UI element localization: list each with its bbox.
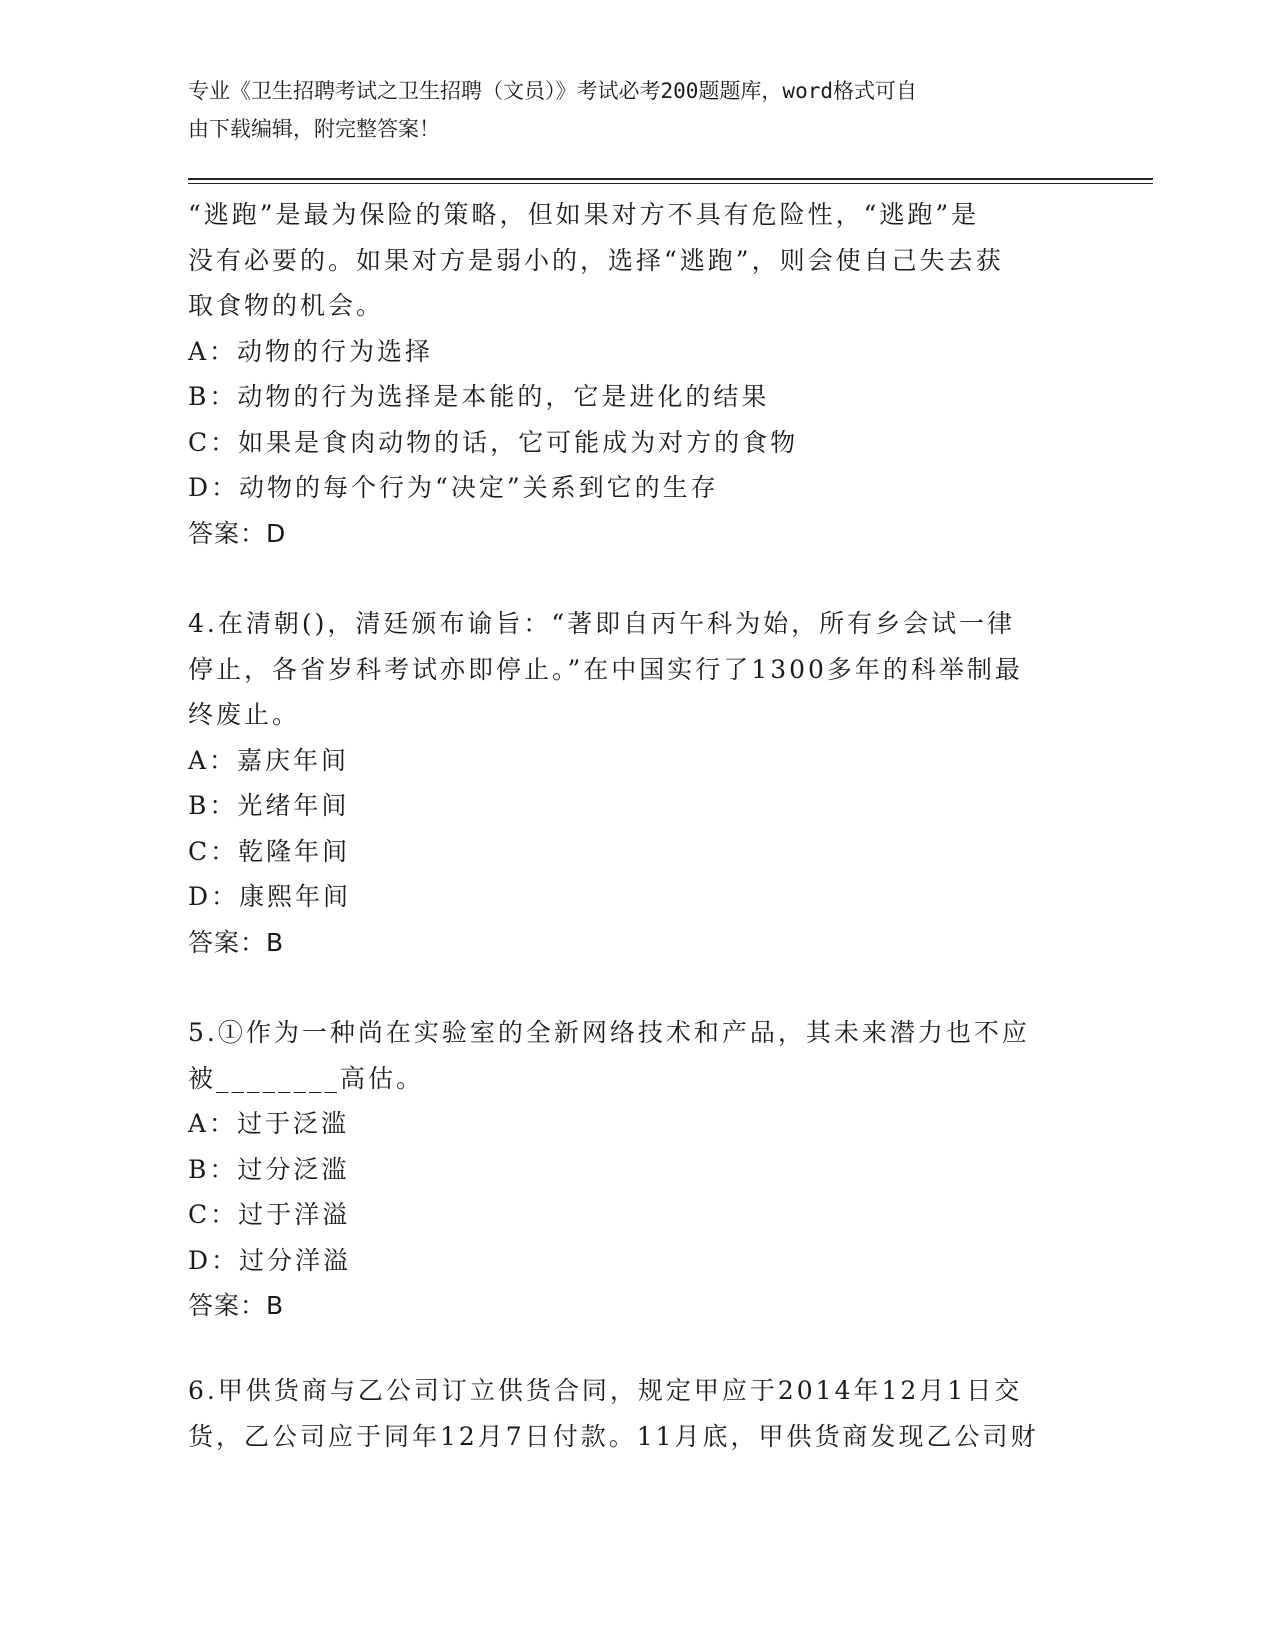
- question-6: [188, 1368, 1088, 1459]
- question-text-line: 终废止。: [188, 700, 301, 729]
- question-text-line: “逃跑”是最为保险的策略，但如果对方不具有危险性，“逃跑”是: [188, 200, 980, 229]
- question-text-line: 取食物的机会。: [188, 291, 385, 320]
- question-text-line: 停止，各省岁科考试亦即停止。”在中国实行了1300多年的科举制最: [188, 654, 1023, 684]
- question-5: [188, 1010, 1088, 1329]
- question-text-line: 没有必要的。如果对方是弱小的，选择“逃跑”，则会使自己失去获: [188, 245, 1004, 275]
- question-spacer: [188, 556, 1088, 601]
- option-c: C：乾隆年间: [188, 836, 351, 866]
- question-list: [188, 192, 1088, 1329]
- header-line-2: 由下载编辑，附完整答案！: [188, 117, 440, 141]
- option-a: A：嘉庆年间: [188, 745, 350, 775]
- question-4: [188, 601, 1088, 965]
- header-divider-thick: [188, 178, 1153, 180]
- option-b: B：动物的行为选择是本能的，它是进化的结果: [188, 382, 770, 411]
- document-header: [188, 72, 1088, 148]
- question-3: [188, 192, 1088, 556]
- question-text-line: 货，乙公司应于同年12月7日付款。11月底，甲供货商发现乙公司财: [188, 1421, 1039, 1451]
- answer-label: 答案：B: [188, 927, 285, 957]
- header-line-1: 专业《卫生招聘考试之卫生招聘（文员）》考试必考200题题库，word格式可自: [188, 79, 917, 103]
- option-a: A：动物的行为选择: [188, 336, 434, 366]
- option-d: D：康熙年间: [188, 882, 352, 911]
- option-b: B：过分泛滥: [188, 1154, 350, 1184]
- option-c: C：过于洋溢: [188, 1200, 351, 1229]
- option-d: D：过分洋溢: [188, 1245, 352, 1275]
- option-b: B：光绪年间: [188, 791, 350, 820]
- option-a: A：过于泛滥: [188, 1109, 350, 1138]
- question-text-line: 被________高估。: [188, 1063, 425, 1093]
- option-c: C：如果是食肉动物的话，它可能成为对方的食物: [188, 427, 799, 457]
- header-divider-thin: [188, 183, 1153, 184]
- question-text-line: 5.①作为一种尚在实验室的全新网络技术和产品，其未来潜力也不应: [188, 1018, 1030, 1047]
- question-spacer: [188, 965, 1088, 1010]
- answer-label: 答案：B: [188, 1291, 285, 1320]
- question-text-line: 6.甲供货商与乙公司订立供货合同，规定甲应于2014年12月1日交: [188, 1376, 1023, 1405]
- answer-label: 答案：D: [188, 518, 287, 548]
- option-d: D：动物的每个行为“决定”关系到它的生存: [188, 473, 719, 502]
- question-text-line: 4.在清朝()，清廷颁布谕旨：“著即自丙午科为始，所有乡会试一律: [188, 609, 1016, 638]
